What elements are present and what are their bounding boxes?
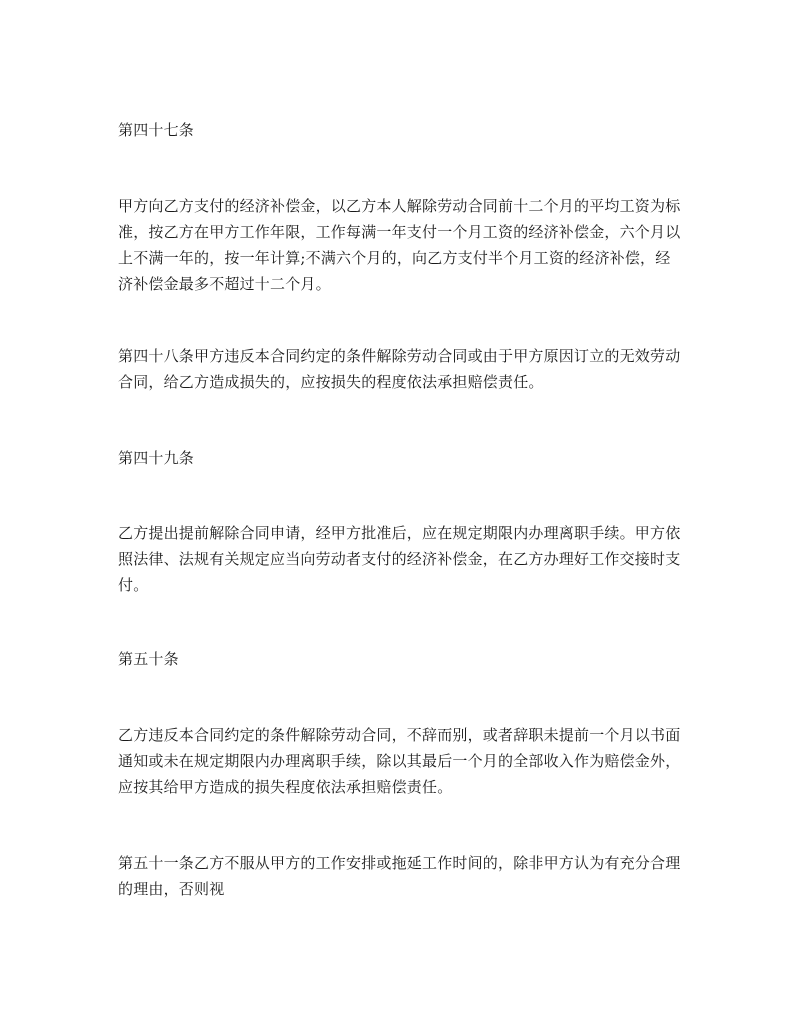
article-49-heading: 第四十九条: [118, 449, 195, 467]
article-48-body: 第四十八条甲方违反本合同约定的条件解除劳动合同或由于甲方原因订立的无效劳动合同，给乙方造成损失的，应按损失的程度依法承担赔偿责任。: [118, 347, 681, 391]
article-50-body: 乙方违反本合同约定的条件解除劳动合同，不辞而别，或者辞职未提前一个月以书面通知或未在规定期限内办理离职手续，除以其最后一个月的全部收入作为赔偿金外，应按其给甲方造成的损失程度依法承担赔偿责任。: [118, 726, 681, 796]
article-50-heading: 第五十条: [118, 650, 179, 668]
article-47-heading: 第四十七条: [118, 121, 195, 139]
article-51-body: 第五十一条乙方不服从甲方的工作安排或拖延工作时间的，除非甲方认为有充分合理的理由，否则视: [118, 854, 681, 898]
article-49-body: 乙方提出提前解除合同申请，经甲方批准后，应在规定期限内办理离职手续。甲方依照法律、法规有关规定应当向劳动者支付的经济补偿金，在乙方办理好工作交接时支付。: [118, 524, 681, 594]
article-47-body: 甲方向乙方支付的经济补偿金，以乙方本人解除劳动合同前十二个月的平均工资为标准，按乙方在甲方工作年限，工作每满一年支付一个月工资的经济补偿金，六个月以上不满一年的，按一年计算;不满六个月的，向乙方支付半个月工资的经济补偿，经济补偿金最多不超过十二个月。: [118, 197, 681, 293]
